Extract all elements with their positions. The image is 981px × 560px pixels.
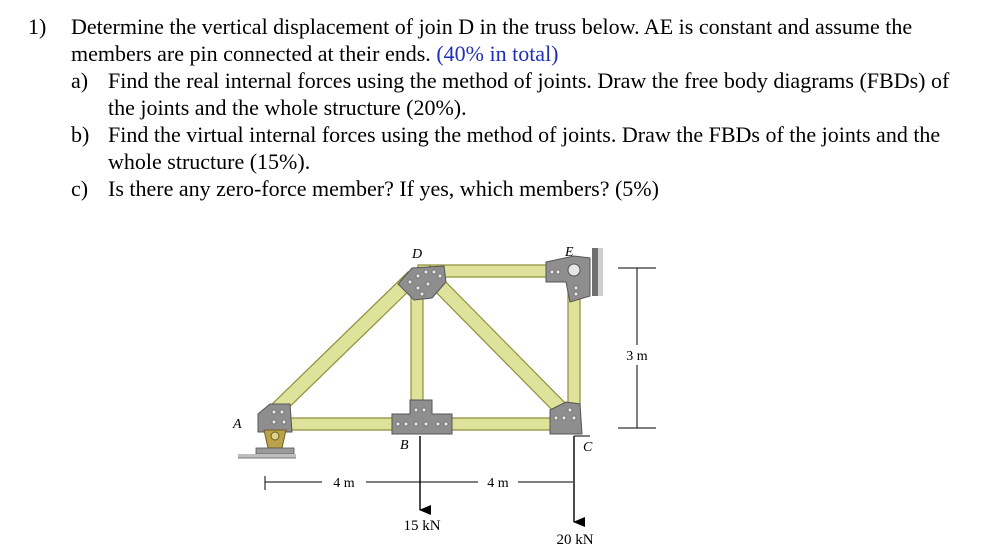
dimension-ab: 4 m	[333, 476, 355, 491]
dimension-bc: 4 m	[487, 476, 509, 491]
part-b-text: Find the virtual internal forces using the method of joints. Draw the FBDs of the joints and the whole structure (15%).	[108, 122, 941, 174]
member-ad	[266, 272, 418, 420]
wall-support-e	[592, 248, 603, 296]
support-a	[238, 430, 296, 458]
part-b-label: b)	[71, 122, 90, 147]
joint-label-c: C	[583, 440, 593, 455]
problem-statement-text: Determine the vertical displacement of join D in the truss below. AE is constant and assume the members are pin connected at their ends.	[71, 14, 913, 66]
plate-a	[258, 404, 292, 432]
part-a-label: a)	[71, 68, 89, 93]
part-a-text: Find the real internal forces using the method of joints. Draw the free body diagrams (FBDs) of the joints and the whole structure (20%).	[108, 68, 950, 120]
problem-number: 1)	[28, 14, 47, 39]
load-label-c: 20 kN	[556, 532, 594, 548]
joint-label-a: A	[233, 417, 242, 432]
load-label-b: 15 kN	[403, 518, 441, 534]
joint-label-b: B	[400, 438, 409, 453]
joint-label-e: E	[565, 245, 574, 260]
plate-b	[392, 400, 452, 434]
member-dc	[420, 266, 576, 424]
part-c-text: Is there any zero-force member? If yes, which members? (5%)	[108, 176, 659, 201]
problem-weight: (40% in total)	[436, 41, 559, 66]
joint-label-d: D	[412, 247, 423, 262]
part-c-label: c)	[71, 176, 89, 201]
dimension-height: 3 m	[626, 349, 648, 364]
pin-e	[568, 264, 580, 276]
gusset-plates	[258, 256, 590, 434]
